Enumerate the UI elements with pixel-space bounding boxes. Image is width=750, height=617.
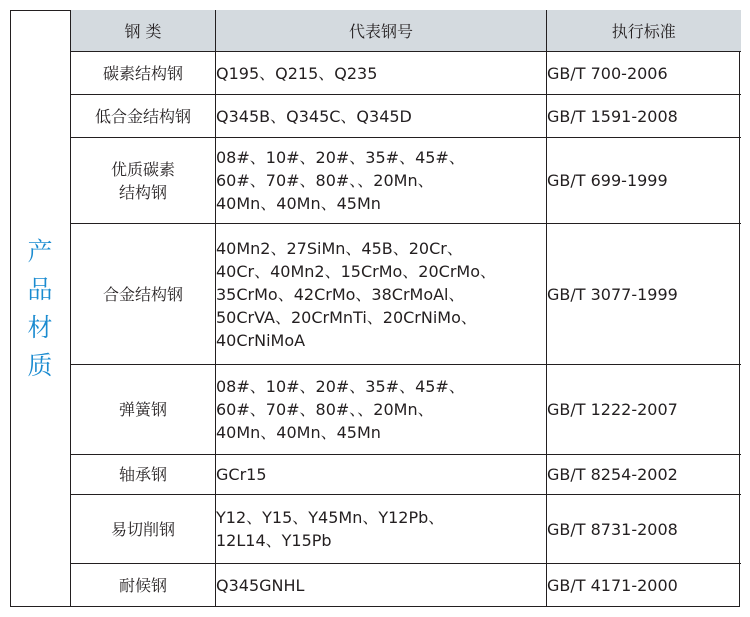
grades-cell: 08#、10#、20#、35#、45#、 60#、70#、80#、、20Mn、 40Mn、40Mn、45Mn bbox=[216, 365, 547, 455]
header-steel-type: 钢 类 bbox=[71, 10, 216, 52]
standard-cell: GB/T 8254-2002 bbox=[547, 455, 741, 495]
steel-type-label: 碳素结构钢 bbox=[102, 63, 183, 83]
header-row bbox=[71, 10, 741, 52]
grades-cell: GCr15 bbox=[216, 455, 547, 495]
grades-cell: Y12、Y15、Y45Mn、Y12Pb、 12L14、Y15Pb bbox=[216, 495, 547, 564]
table-row bbox=[71, 365, 741, 455]
standard-cell: GB/T 699-1999 bbox=[547, 138, 741, 224]
steel-type-label: 合金结构钢 bbox=[102, 284, 183, 304]
steel-type-cell bbox=[71, 224, 216, 365]
grades-cell: Q345GNHL bbox=[216, 564, 547, 607]
standard-cell: GB/T 8731-2008 bbox=[547, 495, 741, 564]
steel-type-cell bbox=[71, 564, 216, 607]
grades-cell: 08#、10#、20#、35#、45#、 60#、70#、80#、、20Mn、 40Mn、40Mn、45Mn bbox=[216, 138, 547, 224]
steel-type-cell bbox=[71, 95, 216, 138]
steel-type-label: 弹簧钢 bbox=[118, 400, 167, 419]
steel-type-label: 耐候钢 bbox=[118, 575, 167, 595]
side-label-text: 产品材质 bbox=[27, 236, 53, 380]
steel-spec-table bbox=[70, 10, 741, 607]
standard-cell: GB/T 4171-2000 bbox=[547, 564, 741, 607]
table-row bbox=[71, 138, 741, 224]
table-row bbox=[71, 455, 741, 495]
steel-type-label: 低合金结构钢 bbox=[95, 106, 192, 126]
steel-type-label: 轴承钢 bbox=[118, 465, 167, 484]
standard-cell: GB/T 3077-1999 bbox=[547, 224, 741, 365]
steel-type-label: 优质碳素结构钢 bbox=[110, 159, 175, 202]
table-row bbox=[71, 224, 741, 365]
table-row bbox=[71, 564, 741, 607]
table-row bbox=[71, 52, 741, 95]
standard-cell: GB/T 1591-2008 bbox=[547, 95, 741, 138]
table-row bbox=[71, 95, 741, 138]
standard-cell: GB/T 1222-2007 bbox=[547, 365, 741, 455]
grades-cell: Q345B、Q345C、Q345D bbox=[216, 95, 547, 138]
standard-cell: GB/T 700-2006 bbox=[547, 52, 741, 95]
grades-cell: 40Mn2、27SiMn、45B、20Cr、 40Cr、40Mn2、15CrMo、20CrMo、 35CrMo、42CrMo、38CrMoAl、 50CrVA、20CrMnTi、20CrNiMo、 40CrNiMoA bbox=[216, 224, 547, 365]
side-label-cell bbox=[10, 10, 70, 607]
header-standard: 执行标准 bbox=[547, 10, 741, 52]
steel-type-cell bbox=[71, 138, 216, 224]
grades-cell: Q195、Q215、Q235 bbox=[216, 52, 547, 95]
steel-type-cell bbox=[71, 455, 216, 495]
steel-type-cell bbox=[71, 365, 216, 455]
header-grades: 代表钢号 bbox=[216, 10, 547, 52]
table-row bbox=[71, 495, 741, 564]
steel-type-label: 易切削钢 bbox=[110, 519, 175, 539]
steel-type-cell bbox=[71, 495, 216, 564]
steel-type-cell bbox=[71, 52, 216, 95]
